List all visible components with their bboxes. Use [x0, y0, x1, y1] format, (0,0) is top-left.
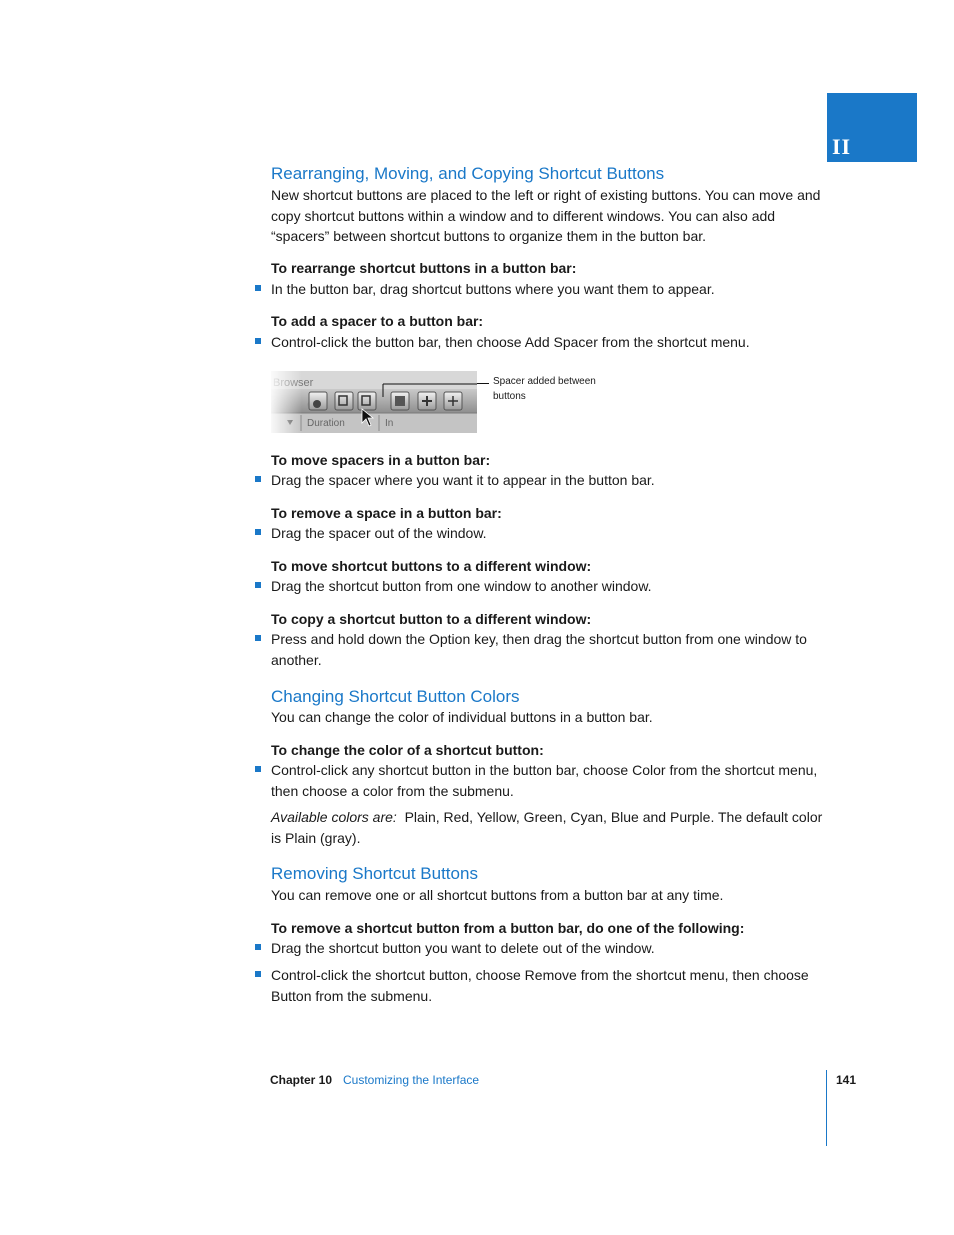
bullet-item: In the button bar, drag shortcut buttons where you want them to appear. — [271, 281, 715, 297]
bullet-marker — [255, 529, 261, 535]
part-tab-label: II — [832, 134, 852, 159]
bullet-marker — [255, 766, 261, 772]
note-label: Available colors are: — [271, 809, 397, 825]
bullet-item: Press and hold down the Option key, then drag the shortcut button from one window to another. — [271, 631, 807, 668]
footer-chapter-title: Customizing the Interface — [343, 1073, 480, 1087]
section-heading-removing: Removing Shortcut Buttons — [271, 864, 478, 883]
note-text: Plain, Red, Yellow, Green, Cyan, Blue and Purple. The default color is Plain (gray). — [271, 809, 823, 846]
task-title-move-buttons: To move shortcut buttons to a different window: — [271, 558, 592, 574]
bullet-marker — [255, 476, 261, 482]
button-bar-screenshot — [271, 371, 477, 433]
paragraph-intro-removing: You can remove one or all shortcut buttons from a button bar at any time. — [271, 887, 724, 903]
bullet-item: Control-click any shortcut button in the button bar, choose Color from the shortcut menu, then choose a color from the submenu. — [271, 762, 818, 799]
task-title-remove-space: To remove a space in a button bar: — [271, 505, 502, 521]
section-heading-colors: Changing Shortcut Button Colors — [271, 687, 520, 706]
bullet-item: Control-click the shortcut button, choose Remove from the shortcut menu, then choose Button from the submenu. — [271, 967, 809, 1004]
bullet-item: Drag the shortcut button you want to delete out of the window. — [271, 940, 655, 956]
available-colors-note — [271, 807, 827, 848]
task-title-copy-button: To copy a shortcut button to a different window: — [271, 611, 592, 627]
figure-callout: Spacer added between buttons — [493, 376, 596, 402]
bullet-item: Drag the spacer out of the window. — [271, 525, 487, 541]
bullet-item: Drag the shortcut button from one window to another window. — [271, 578, 652, 594]
bullet-marker — [255, 971, 261, 977]
bullet-marker — [255, 338, 261, 344]
paragraph-intro-rearranging: New shortcut buttons are placed to the left or right of existing buttons. You can move and copy shortcut buttons within a window and to different windows. You can also add “spacers” between shortcut buttons to organize them in the button bar. — [271, 187, 821, 244]
task-title-change-color: To change the color of a shortcut button: — [271, 742, 544, 758]
task-title-move-spacers: To move spacers in a button bar: — [271, 452, 491, 468]
callout-line — [477, 383, 489, 384]
bullet-marker — [255, 944, 261, 950]
footer-chapter: Chapter 10 — [270, 1073, 333, 1087]
bullet-marker — [255, 582, 261, 588]
bullet-marker — [255, 635, 261, 641]
task-title-remove-button: To remove a shortcut button from a button bar, do one of the following: — [271, 920, 745, 936]
task-title-add-spacer: To add a spacer to a button bar: — [271, 313, 484, 329]
section-heading-rearranging: Rearranging, Moving, and Copying Shortcut Buttons — [271, 164, 665, 183]
paragraph-intro-colors: You can change the color of individual buttons in a button bar. — [271, 709, 653, 725]
bullet-item: Control-click the button bar, then choose Add Spacer from the shortcut menu. — [271, 334, 750, 350]
bullet-item: Drag the spacer where you want it to appear in the button bar. — [271, 472, 655, 488]
footer-divider — [826, 1070, 827, 1146]
task-title-rearrange: To rearrange shortcut buttons in a button bar: — [271, 260, 577, 276]
page-number: 141 — [836, 1073, 857, 1087]
part-tab — [827, 93, 917, 162]
bullet-marker — [255, 285, 261, 291]
button-bar-figure — [271, 371, 477, 433]
